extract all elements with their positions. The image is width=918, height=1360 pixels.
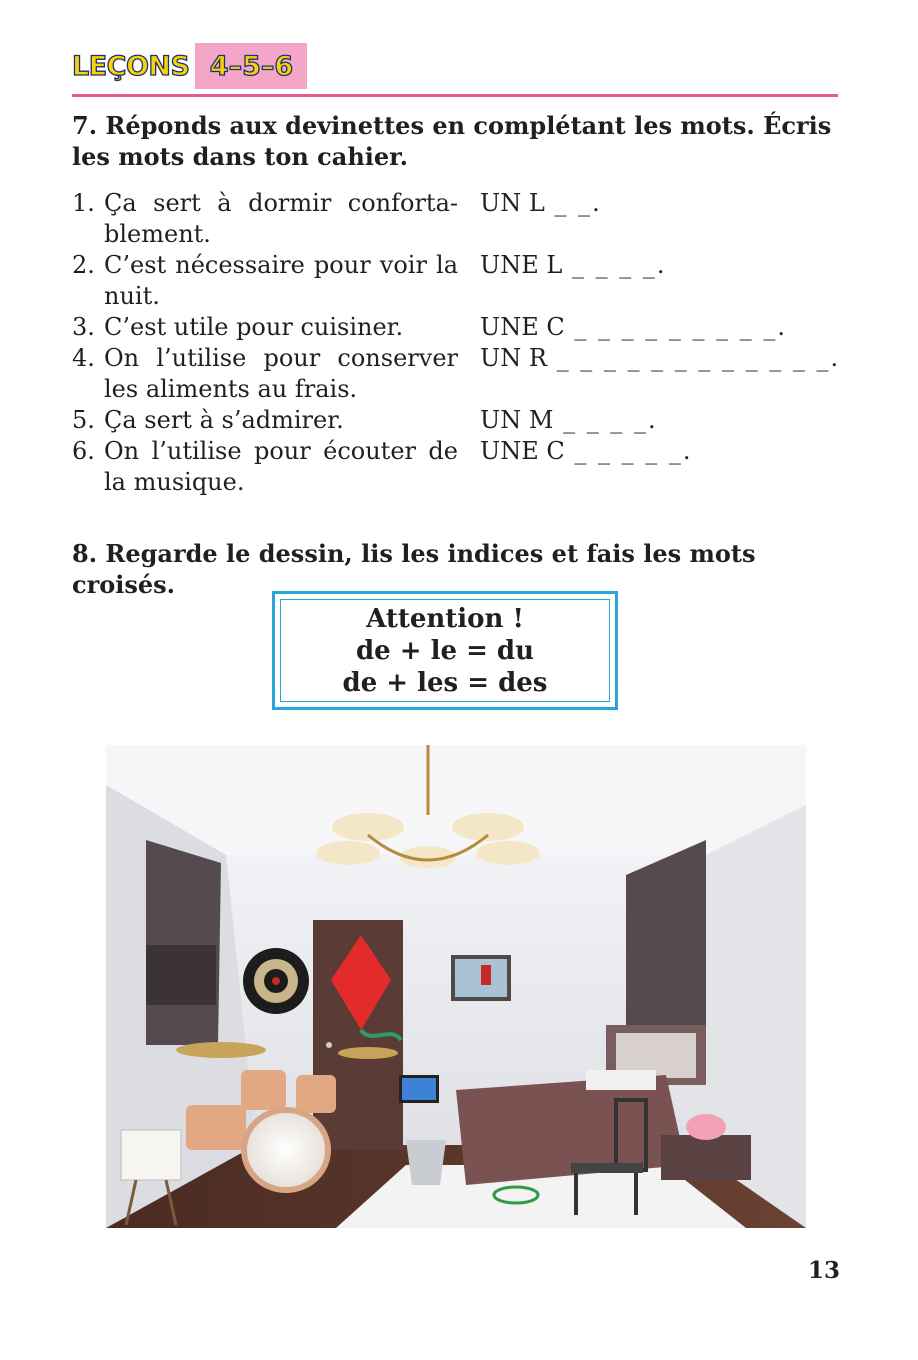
- attention-box: [272, 591, 618, 710]
- attention-inner-frame: [280, 599, 610, 702]
- riddle-item: [72, 312, 842, 343]
- answer-prefix: UNE C: [480, 313, 565, 341]
- riddle-clue: C’est nécessaire pour voir la nuit.: [104, 251, 458, 310]
- tv-icon: [146, 945, 216, 1005]
- riddle-answer: [480, 250, 664, 312]
- riddle-number: 3.: [72, 313, 95, 341]
- answer-blanks: _ _ _ _ _: [564, 437, 683, 465]
- bucket-icon: [406, 1140, 446, 1185]
- answer-blanks: _ _ _ _: [562, 251, 657, 279]
- attention-rule-du: de + le = du: [355, 635, 534, 666]
- exercise-7-title: 7. Réponds aux devinettes en complétant les mots. Écris les mots dans ton cahier.: [72, 111, 832, 171]
- drum-kit-icon: [176, 1042, 266, 1058]
- page-number: 13: [807, 1257, 840, 1284]
- riddle-answer: [480, 312, 785, 343]
- riddle-clue: Ça sert à s’admirer.: [104, 406, 344, 434]
- bedroom-illustration: [106, 745, 806, 1228]
- piggy-bank-icon: [686, 1114, 726, 1140]
- answer-prefix: UN M: [480, 406, 554, 434]
- riddle-number: 4.: [72, 344, 95, 372]
- header-divider: [72, 94, 838, 97]
- attention-rule-des: de + les = des: [342, 667, 548, 698]
- riddle-number: 2.: [72, 251, 95, 279]
- answer-prefix: UNE C: [480, 437, 565, 465]
- lesson-header: [72, 42, 307, 90]
- lesson-numbers: 4–5–6: [209, 50, 294, 82]
- answer-end: .: [682, 437, 691, 465]
- riddle-clue: C’est utile pour cuisiner.: [104, 313, 404, 341]
- riddle-answer: [480, 405, 656, 436]
- riddle-item: [72, 250, 842, 312]
- riddle-clue: On l’utilise pour conserver les aliments au frais.: [104, 344, 458, 403]
- exercise-8-title: 8. Regarde le dessin, lis les indices et fais les mots croisés.: [72, 539, 756, 599]
- riddle-item: [72, 343, 842, 405]
- answer-end: .: [647, 406, 656, 434]
- answer-prefix: UNE L: [480, 251, 563, 279]
- riddle-number: 5.: [72, 406, 95, 434]
- answer-end: .: [656, 251, 665, 279]
- attention-heading: Attention !: [366, 603, 524, 634]
- riddle-answer: [480, 343, 838, 405]
- lesson-number-badge: [195, 43, 307, 89]
- riddle-item: [72, 188, 842, 250]
- answer-prefix: UN R: [480, 344, 547, 372]
- riddle-item: [72, 405, 842, 436]
- answer-end: .: [592, 189, 600, 217]
- riddle-item: [72, 436, 842, 498]
- riddle-clue: On l’utilise pour écouter de la musique.: [104, 437, 458, 496]
- answer-blanks: _ _ _ _: [553, 406, 648, 434]
- riddle-answer: [480, 436, 691, 498]
- riddle-number: 6.: [72, 437, 95, 465]
- answer-end: .: [777, 313, 786, 341]
- riddle-number: 1.: [72, 189, 95, 217]
- answer-end: .: [830, 344, 839, 372]
- answer-blanks: _ _: [544, 189, 593, 217]
- riddle-clue: Ça sert à dormir conforta-blement.: [104, 189, 458, 248]
- riddle-list: [72, 188, 842, 498]
- riddle-answer: [480, 188, 600, 250]
- answer-blanks: _ _ _ _ _ _ _ _ _: [564, 313, 778, 341]
- lesson-label: LEÇONS: [72, 50, 190, 82]
- answer-blanks: _ _ _ _ _ _ _ _ _ _ _ _: [546, 344, 831, 372]
- answer-prefix: UN L: [480, 189, 545, 217]
